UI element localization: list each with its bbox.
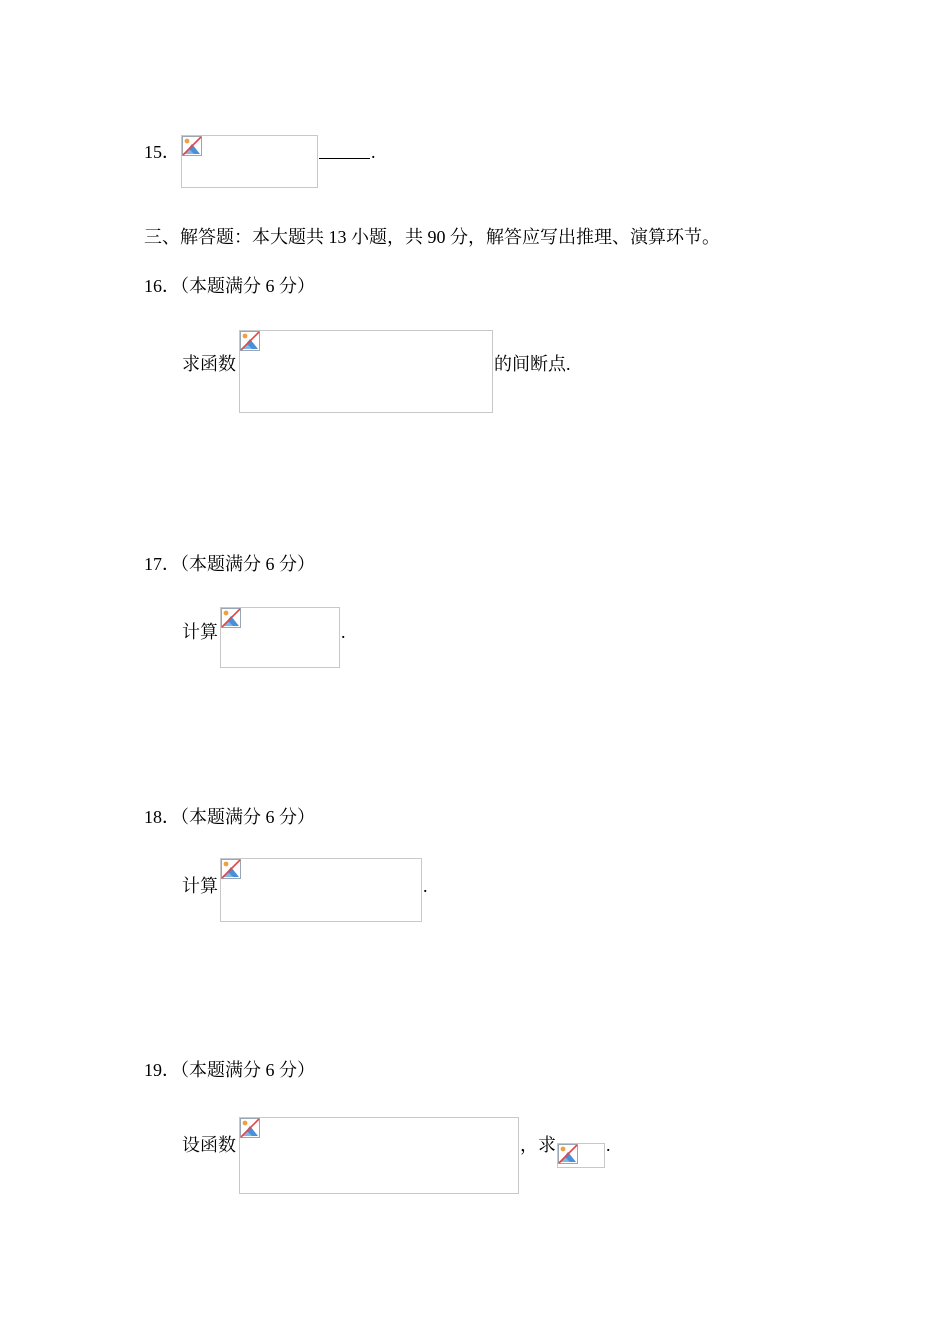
formula-image-q19-target — [557, 1143, 605, 1168]
broken-image-icon — [182, 136, 202, 156]
question-16-prefix: 求函数 — [182, 354, 236, 374]
question-18-header — [144, 806, 315, 828]
question-17-score: （本题满分 6 分） — [180, 554, 315, 574]
question-17-header — [144, 553, 315, 575]
question-16-suffix: 的间断点. — [494, 354, 571, 374]
question-18-prefix: 计算 — [182, 876, 218, 896]
broken-image-icon — [240, 1118, 260, 1138]
question-18-number: 18． — [144, 807, 180, 827]
formula-image-q19-function — [239, 1117, 519, 1194]
question-19-prefix: 设函数 — [182, 1135, 236, 1155]
question-16-header — [144, 275, 315, 297]
formula-image-q15 — [181, 135, 318, 188]
question-19-suffix: . — [606, 1135, 611, 1155]
question-19-number: 19． — [144, 1060, 180, 1080]
formula-image-q17 — [220, 607, 340, 668]
question-19-middle: ，求 — [520, 1135, 556, 1155]
question-17-prefix: 计算 — [182, 622, 218, 642]
question-15-period: . — [371, 142, 376, 162]
broken-image-icon — [221, 859, 241, 879]
question-17-number: 17． — [144, 554, 180, 574]
question-18-score: （本题满分 6 分） — [180, 807, 315, 827]
question-19-header — [144, 1059, 315, 1081]
broken-image-icon — [221, 608, 241, 628]
broken-image-icon — [240, 331, 260, 351]
question-16-score: （本题满分 6 分） — [180, 276, 315, 296]
question-16-number: 16． — [144, 276, 180, 296]
question-19-score: （本题满分 6 分） — [180, 1060, 315, 1080]
question-18-suffix: . — [423, 876, 428, 896]
broken-image-icon — [558, 1144, 578, 1164]
answer-blank-q15[interactable] — [319, 158, 370, 159]
question-15-number: 15． — [144, 142, 180, 162]
section-heading: 三、解答题：本大题共 13 小题，共 90 分，解答应写出推理、演算环节。 — [144, 227, 720, 247]
formula-image-q18 — [220, 858, 422, 922]
question-17-suffix: . — [341, 622, 346, 642]
formula-image-q16 — [239, 330, 493, 413]
